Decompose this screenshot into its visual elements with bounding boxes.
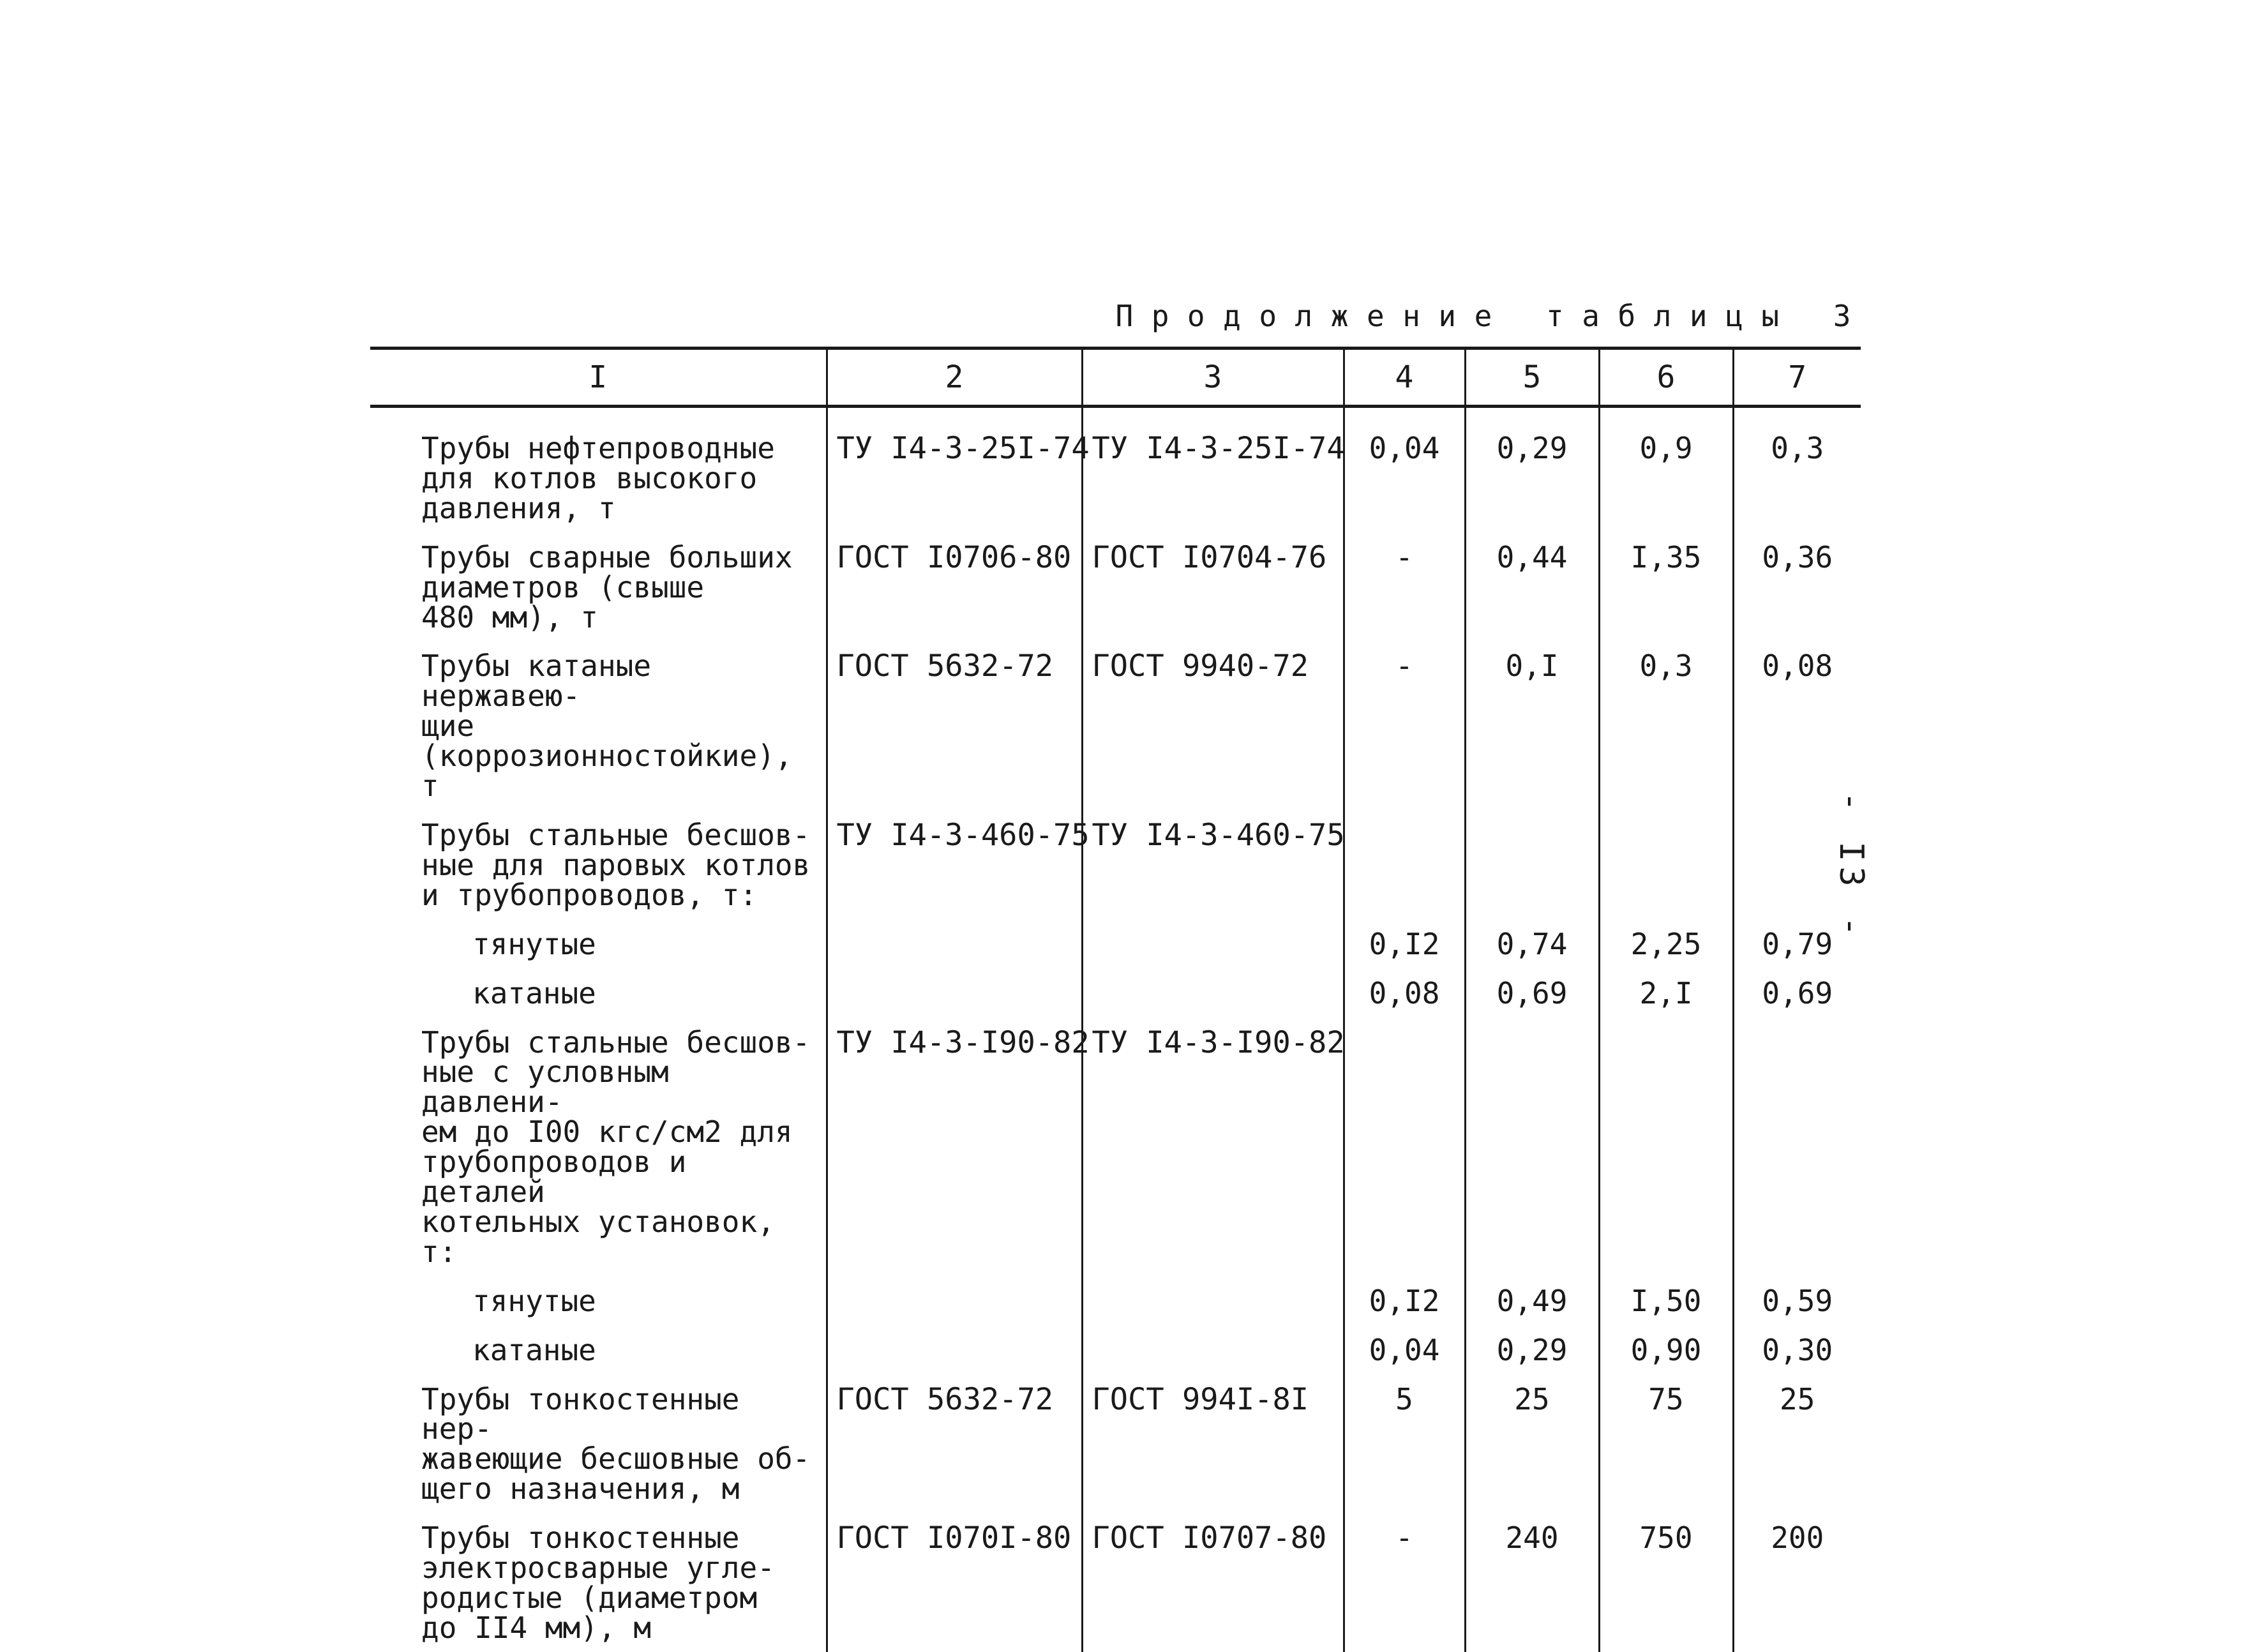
value-cell: 0,I xyxy=(1465,641,1599,810)
table-row xyxy=(370,810,1861,919)
table-row xyxy=(370,1017,1861,1276)
product-name-cell: Трубы стальные бесшов- ные для паровых котлов и трубопроводов, т: xyxy=(421,817,811,912)
product-name-cell: Трубы нефтепроводные для котлов высокого давления, т xyxy=(421,431,775,525)
value-cell: - xyxy=(1344,532,1465,642)
product-subtype-cell: катаные xyxy=(472,1332,596,1367)
product-name-cell: Трубы сварные больших диаметров (свыше 480 мм), т xyxy=(421,539,793,635)
value-cell: 0,79 xyxy=(1733,919,1861,968)
standard-cell: ТУ I4-3-I90-82 xyxy=(1082,1017,1344,1276)
value-cell: I,35 xyxy=(1599,532,1733,642)
table-row xyxy=(370,968,1861,1017)
value-cell: 0,49 xyxy=(1465,1276,1599,1325)
value-cell: 0,69 xyxy=(1733,968,1861,1017)
column-header: 2 xyxy=(827,349,1082,407)
value-cell: 0,30 xyxy=(1733,1325,1861,1374)
table-row xyxy=(370,532,1861,642)
value-cell: 2,25 xyxy=(1599,919,1733,968)
value-cell xyxy=(1599,1017,1733,1276)
value-cell: - xyxy=(1344,641,1465,810)
standard-cell: ТУ I4-3-25I-74 xyxy=(1082,407,1344,532)
value-cell: 240 xyxy=(1465,1513,1599,1652)
value-cell: 0,29 xyxy=(1465,407,1599,532)
value-cell xyxy=(1344,810,1465,919)
column-header: I xyxy=(370,349,827,407)
standard-cell xyxy=(827,919,1082,968)
table-row xyxy=(370,1325,1861,1374)
value-cell xyxy=(1465,1017,1599,1276)
standard-cell: ГОСТ I0707-80 xyxy=(1082,1513,1344,1652)
value-cell: 0,3 xyxy=(1733,407,1861,532)
column-header: 6 xyxy=(1599,349,1733,407)
value-cell: 0,08 xyxy=(1733,641,1861,810)
standard-cell: ТУ I4-3-460-75 xyxy=(1082,810,1344,919)
standard-cell xyxy=(827,968,1082,1017)
value-cell: 0,44 xyxy=(1465,532,1599,642)
table-row xyxy=(370,1374,1861,1513)
value-cell: 0,I2 xyxy=(1344,1276,1465,1325)
standard-cell xyxy=(827,1276,1082,1325)
value-cell: 0,3 xyxy=(1599,641,1733,810)
standard-cell xyxy=(827,1325,1082,1374)
value-cell: 0,04 xyxy=(1344,1325,1465,1374)
value-cell: 750 xyxy=(1599,1513,1733,1652)
standard-cell: ТУ I4-3-460-75 xyxy=(827,810,1082,919)
standard-cell: ГОСТ 994I-8I xyxy=(1082,1374,1344,1513)
value-cell: 25 xyxy=(1465,1374,1599,1513)
value-cell: - xyxy=(1344,1513,1465,1652)
product-name-cell: Трубы тонкостенные нер- жавеющие бесшовные об- щего назначения, м xyxy=(421,1381,811,1506)
value-cell: 0,90 xyxy=(1599,1325,1733,1374)
standard-cell xyxy=(1082,968,1344,1017)
standard-cell: ГОСТ I070I-80 xyxy=(827,1513,1082,1652)
value-cell: 0,08 xyxy=(1344,968,1465,1017)
table-row xyxy=(370,641,1861,810)
standard-cell: ГОСТ 9940-72 xyxy=(1082,641,1344,810)
value-cell: 0,I2 xyxy=(1344,919,1465,968)
product-name-cell: Трубы катаные нержавею- щие (коррозионностойкие), т xyxy=(421,649,793,804)
standard-cell xyxy=(1082,1276,1344,1325)
standard-cell: ГОСТ 5632-72 xyxy=(827,641,1082,810)
product-subtype-cell: тянутые xyxy=(472,1283,596,1318)
value-cell: 0,74 xyxy=(1465,919,1599,968)
value-cell xyxy=(1599,810,1733,919)
value-cell: 0,04 xyxy=(1344,407,1465,532)
value-cell: 0,59 xyxy=(1733,1276,1861,1325)
table-row xyxy=(370,407,1861,532)
table-header-row xyxy=(370,349,1861,407)
column-header: 7 xyxy=(1733,349,1861,407)
column-header: 4 xyxy=(1344,349,1465,407)
value-cell: 0,36 xyxy=(1733,532,1861,642)
value-cell xyxy=(1733,810,1861,919)
value-cell: 0,9 xyxy=(1599,407,1733,532)
value-cell xyxy=(1344,1017,1465,1276)
value-cell xyxy=(1465,810,1599,919)
standard-cell: ГОСТ I0704-76 xyxy=(1082,532,1344,642)
product-subtype-cell: катаные xyxy=(472,975,596,1010)
standard-cell: ТУ I4-3-I90-82 xyxy=(827,1017,1082,1276)
standard-cell xyxy=(1082,1325,1344,1374)
standard-cell: ГОСТ 5632-72 xyxy=(827,1374,1082,1513)
table-row xyxy=(370,1513,1861,1652)
data-table xyxy=(370,347,1861,1652)
value-cell: 0,69 xyxy=(1465,968,1599,1017)
product-name-cell: Трубы тонкостенные электросварные угле- родистые (диаметром до II4 мм), м xyxy=(421,1521,775,1645)
page-number: - I3 - xyxy=(1832,792,1870,942)
value-cell xyxy=(1733,1017,1861,1276)
value-cell: 5 xyxy=(1344,1374,1465,1513)
column-header: 5 xyxy=(1465,349,1599,407)
value-cell: 2,I xyxy=(1599,968,1733,1017)
table-row xyxy=(370,919,1861,968)
column-header: 3 xyxy=(1082,349,1344,407)
product-subtype-cell: тянутые xyxy=(472,926,596,961)
value-cell: 200 xyxy=(1733,1513,1861,1652)
value-cell: 25 xyxy=(1733,1374,1861,1513)
value-cell: I,50 xyxy=(1599,1276,1733,1325)
standard-cell: ГОСТ I0706-80 xyxy=(827,532,1082,642)
standard-cell xyxy=(1082,919,1344,968)
table-caption: Продолжение таблицы 3 xyxy=(1115,299,1869,333)
table-row xyxy=(370,1276,1861,1325)
standard-cell: ТУ I4-3-25I-74 xyxy=(827,407,1082,532)
value-cell: 0,29 xyxy=(1465,1325,1599,1374)
product-name-cell: Трубы стальные бесшов- ные с условным давлени- ем до I00 кгс/см2 для трубопроводов и деталей котельных установок, т: xyxy=(421,1025,811,1269)
value-cell: 75 xyxy=(1599,1374,1733,1513)
